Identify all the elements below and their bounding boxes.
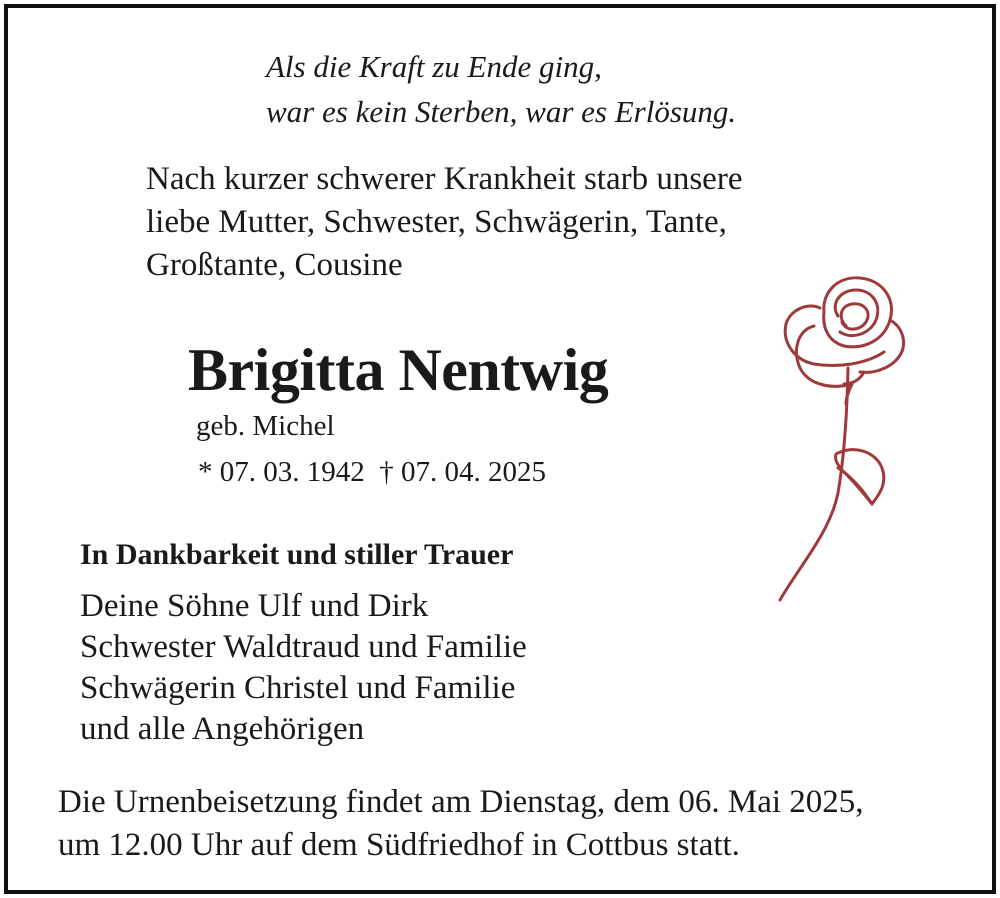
intro-line: Großtante, Cousine xyxy=(146,247,403,283)
mourner-line: Schwägerin Christel und Familie xyxy=(80,670,516,706)
intro-text xyxy=(146,158,742,287)
funeral-notice xyxy=(58,781,864,867)
mourners-list xyxy=(80,586,527,750)
mourner-line: und alle Angehörigen xyxy=(80,711,365,747)
motto-line: war es kein Sterben, war es Erlösung. xyxy=(266,94,737,129)
mourner-line: Schwester Waldtraud und Familie xyxy=(80,629,527,665)
deceased-name: Brigitta Nentwig xyxy=(188,337,609,403)
mourning-title: In Dankbarkeit und stiller Trauer xyxy=(80,538,514,571)
birth-name: geb. Michel xyxy=(196,410,335,442)
intro-line: Nach kurzer schwerer Krankheit starb unsere xyxy=(146,161,743,197)
funeral-line: Die Urnenbeisetzung findet am Dienstag, dem 06. Mai 2025, xyxy=(58,784,864,820)
rose-icon xyxy=(768,268,918,608)
intro-line: liebe Mutter, Schwester, Schwägerin, Tante, xyxy=(146,204,727,240)
motto-quote xyxy=(266,44,736,134)
mourner-line: Deine Söhne Ulf und Dirk xyxy=(80,588,429,624)
life-dates: * 07. 03. 1942 † 07. 04. 2025 xyxy=(198,456,546,488)
funeral-line: um 12.00 Uhr auf dem Südfriedhof in Cottbus statt. xyxy=(58,827,740,863)
motto-line: Als die Kraft zu Ende ging, xyxy=(266,49,602,84)
